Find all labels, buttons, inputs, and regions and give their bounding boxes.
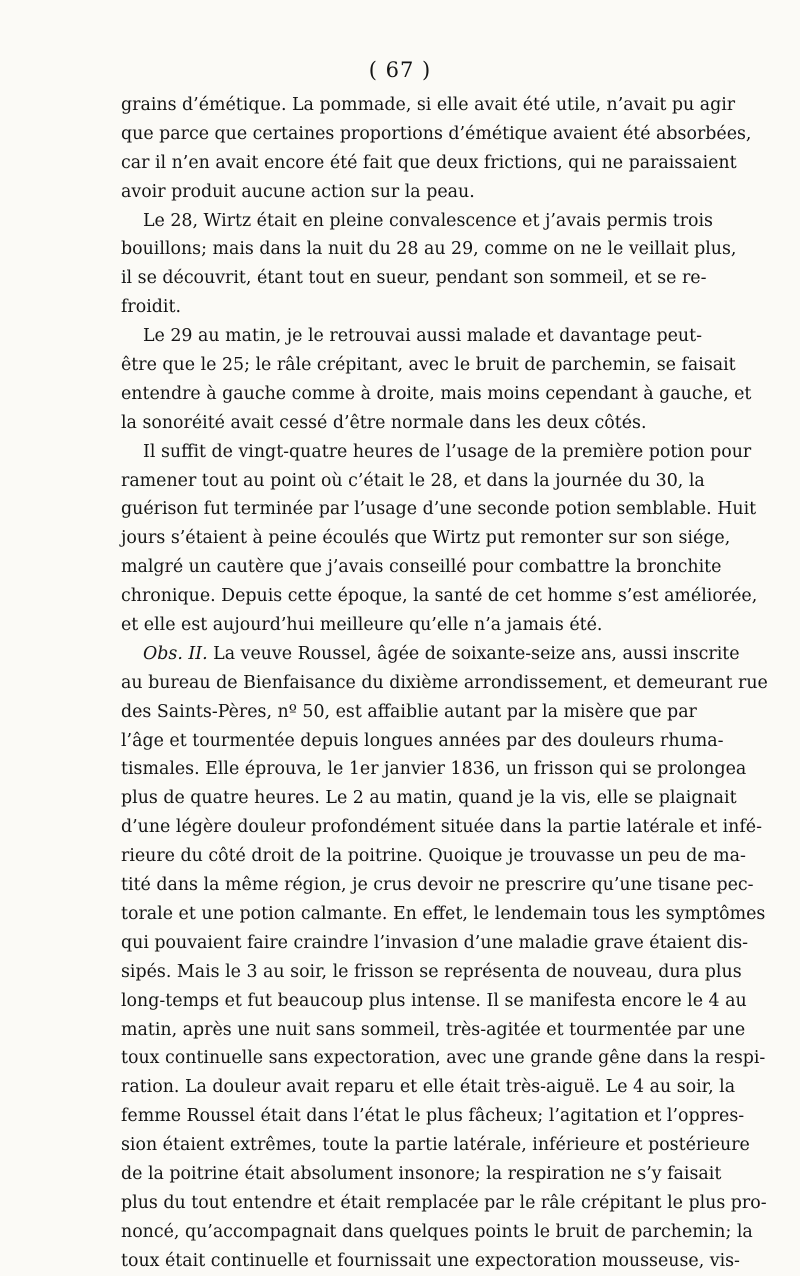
text-line xyxy=(121,1189,767,1218)
line-text: femme Roussel était dans l’état le plus fâcheux; l’agitation et l’oppres- xyxy=(121,1106,745,1127)
line-text: ration. La douleur avait reparu et elle était très-aiguë. Le 4 au soir, la xyxy=(121,1077,736,1098)
text-line xyxy=(121,178,683,207)
text-line xyxy=(121,1016,746,1045)
text-line xyxy=(121,120,752,149)
text-line xyxy=(121,409,683,438)
text-line xyxy=(121,322,702,351)
line-text: l’âge et tourmentée depuis longues années par des douleurs rhuma- xyxy=(121,730,724,751)
line-text: que parce que certaines proportions d’émétique avaient été absorbées, xyxy=(121,123,752,144)
text-line xyxy=(121,1247,740,1276)
paragraph xyxy=(121,207,737,323)
text-line xyxy=(121,524,731,553)
text-line xyxy=(121,1218,753,1247)
text-line xyxy=(121,1160,722,1189)
text-line xyxy=(121,784,737,813)
line-text: malgré un cautère que j’avais conseillé pour combattre la bronchite xyxy=(121,557,722,578)
line-text: avoir produit aucune action sur la peau. xyxy=(121,181,475,202)
line-text: torale et une potion calmante. En effet, le lendemain tous les symptômes xyxy=(121,903,766,924)
line-text: toux était continuelle et fournissait une expectoration mousseuse, vis- xyxy=(121,1250,740,1271)
text-line xyxy=(121,900,766,929)
line-text: des Saints-Pères, nº 50, est affaiblie autant par la misère que par xyxy=(121,701,697,722)
line-text: d’une légère douleur profondément située dans la partie latérale et infé- xyxy=(121,817,762,838)
line-text: entendre à gauche comme à droite, mais moins cependant à gauche, et xyxy=(121,383,752,404)
line-text: sion étaient extrêmes, toute la partie latérale, inférieure et postérieure xyxy=(121,1135,750,1156)
observation-heading: Obs. II. xyxy=(143,643,208,664)
text-line xyxy=(121,958,742,987)
text-line xyxy=(121,293,683,322)
line-text: toux continuelle sans expectoration, avec une grande gêne dans la respi- xyxy=(121,1048,766,1069)
text-line xyxy=(121,1102,745,1131)
text-line xyxy=(121,467,705,496)
line-text: qui pouvaient faire craindre l’invasion d’une maladie grave étaient dis- xyxy=(121,932,749,953)
text-line xyxy=(121,1073,736,1102)
text-line xyxy=(121,149,737,178)
line-text: la sonoréité avait cessé d’être normale dans les deux côtés. xyxy=(121,412,647,433)
line-text: tité dans la même région, je crus devoir ne prescrire qu’une tisane pec- xyxy=(121,875,754,896)
text-line xyxy=(121,438,752,467)
line-text: sipés. Mais le 3 au soir, le frisson se représenta de nouveau, dura plus xyxy=(121,961,742,982)
line-text: matin, après une nuit sans sommeil, très-agitée et tourmentée par une xyxy=(121,1019,746,1040)
text-line xyxy=(121,987,747,1016)
line-text: jours s’étaient à peine écoulés que Wirtz put remonter sur son siége, xyxy=(121,528,731,549)
text-line xyxy=(121,235,737,264)
text-line xyxy=(121,1044,766,1073)
line-text: rieure du côté droit de la poitrine. Quoique je trouvasse un peu de ma- xyxy=(121,846,746,867)
line-text: de la poitrine était absolument insonore; la respiration ne s’y faisait xyxy=(121,1163,722,1184)
line-text: bouillons; mais dans la nuit du 28 au 29, comme on ne le veillait plus, xyxy=(121,239,737,260)
text-line xyxy=(121,698,697,727)
paragraph xyxy=(121,640,768,1276)
text-line xyxy=(121,207,713,236)
line-text: Le 28, Wirtz était en pleine convalescence et j’avais permis trois xyxy=(143,210,713,231)
line-text: tismales. Elle éprouva, le 1er janvier 1836, un frisson qui se prolongea xyxy=(121,759,747,780)
text-line xyxy=(121,351,736,380)
paragraph xyxy=(121,322,752,438)
text-line xyxy=(121,582,758,611)
line-text: guérison fut terminée par l’usage d’une seconde potion semblable. Huit xyxy=(121,499,757,520)
paragraph xyxy=(121,91,752,207)
line-text: plus de quatre heures. Le 2 au matin, quand je la vis, elle se plaignait xyxy=(121,788,737,809)
text-line xyxy=(121,929,749,958)
line-text: car il n’en avait encore été fait que deux frictions, qui ne paraissaient xyxy=(121,152,737,173)
text-line xyxy=(121,842,746,871)
line-text: chronique. Depuis cette époque, la santé de cet homme s’est améliorée, xyxy=(121,586,758,607)
line-text: La veuve Roussel, âgée de soixante-seize ans, aussi inscrite xyxy=(207,643,740,664)
line-text: au bureau de Bienfaisance du dixième arrondissement, et demeurant rue xyxy=(121,672,768,693)
line-text: grains d’émétique. La pommade, si elle avait été utile, n’avait pu agir xyxy=(121,95,736,115)
body-text xyxy=(121,91,768,1276)
line-text: et elle est aujourd’hui meilleure qu’elle n’a jamais été. xyxy=(121,615,603,636)
text-line xyxy=(121,813,762,842)
text-line xyxy=(121,871,754,900)
line-text: froidit. xyxy=(121,297,181,318)
line-text: Le 29 au matin, je le retrouvai aussi malade et davantage peut- xyxy=(143,326,702,347)
text-line xyxy=(121,91,736,120)
text-line xyxy=(121,669,768,698)
line-text: être que le 25; le râle crépitant, avec le bruit de parchemin, se faisait xyxy=(121,355,736,376)
text-line xyxy=(121,264,707,293)
line-text: Il suffit de vingt-quatre heures de l’usage de la première potion pour xyxy=(143,441,752,462)
text-line xyxy=(121,611,683,640)
line-text: ramener tout au point où c’était le 28, et dans la journée du 30, la xyxy=(121,470,705,491)
text-line xyxy=(121,553,722,582)
line-text: noncé, qu’accompagnait dans quelques points le bruit de parchemin; la xyxy=(121,1221,753,1242)
text-line xyxy=(121,755,747,784)
paragraph xyxy=(121,438,758,640)
line-text: long-temps et fut beaucoup plus intense. Il se manifesta encore le 4 au xyxy=(121,990,747,1011)
line-text: plus du tout entendre et était remplacée par le râle crépitant le plus pro- xyxy=(121,1192,767,1213)
text-line xyxy=(121,495,757,524)
text-line xyxy=(121,727,724,756)
line-text: il se découvrit, étant tout en sueur, pendant son sommeil, et se re- xyxy=(121,268,707,289)
text-line xyxy=(121,640,740,669)
page-number: ( 67 ) xyxy=(368,58,432,82)
text-line xyxy=(121,380,752,409)
text-line xyxy=(121,1131,750,1160)
